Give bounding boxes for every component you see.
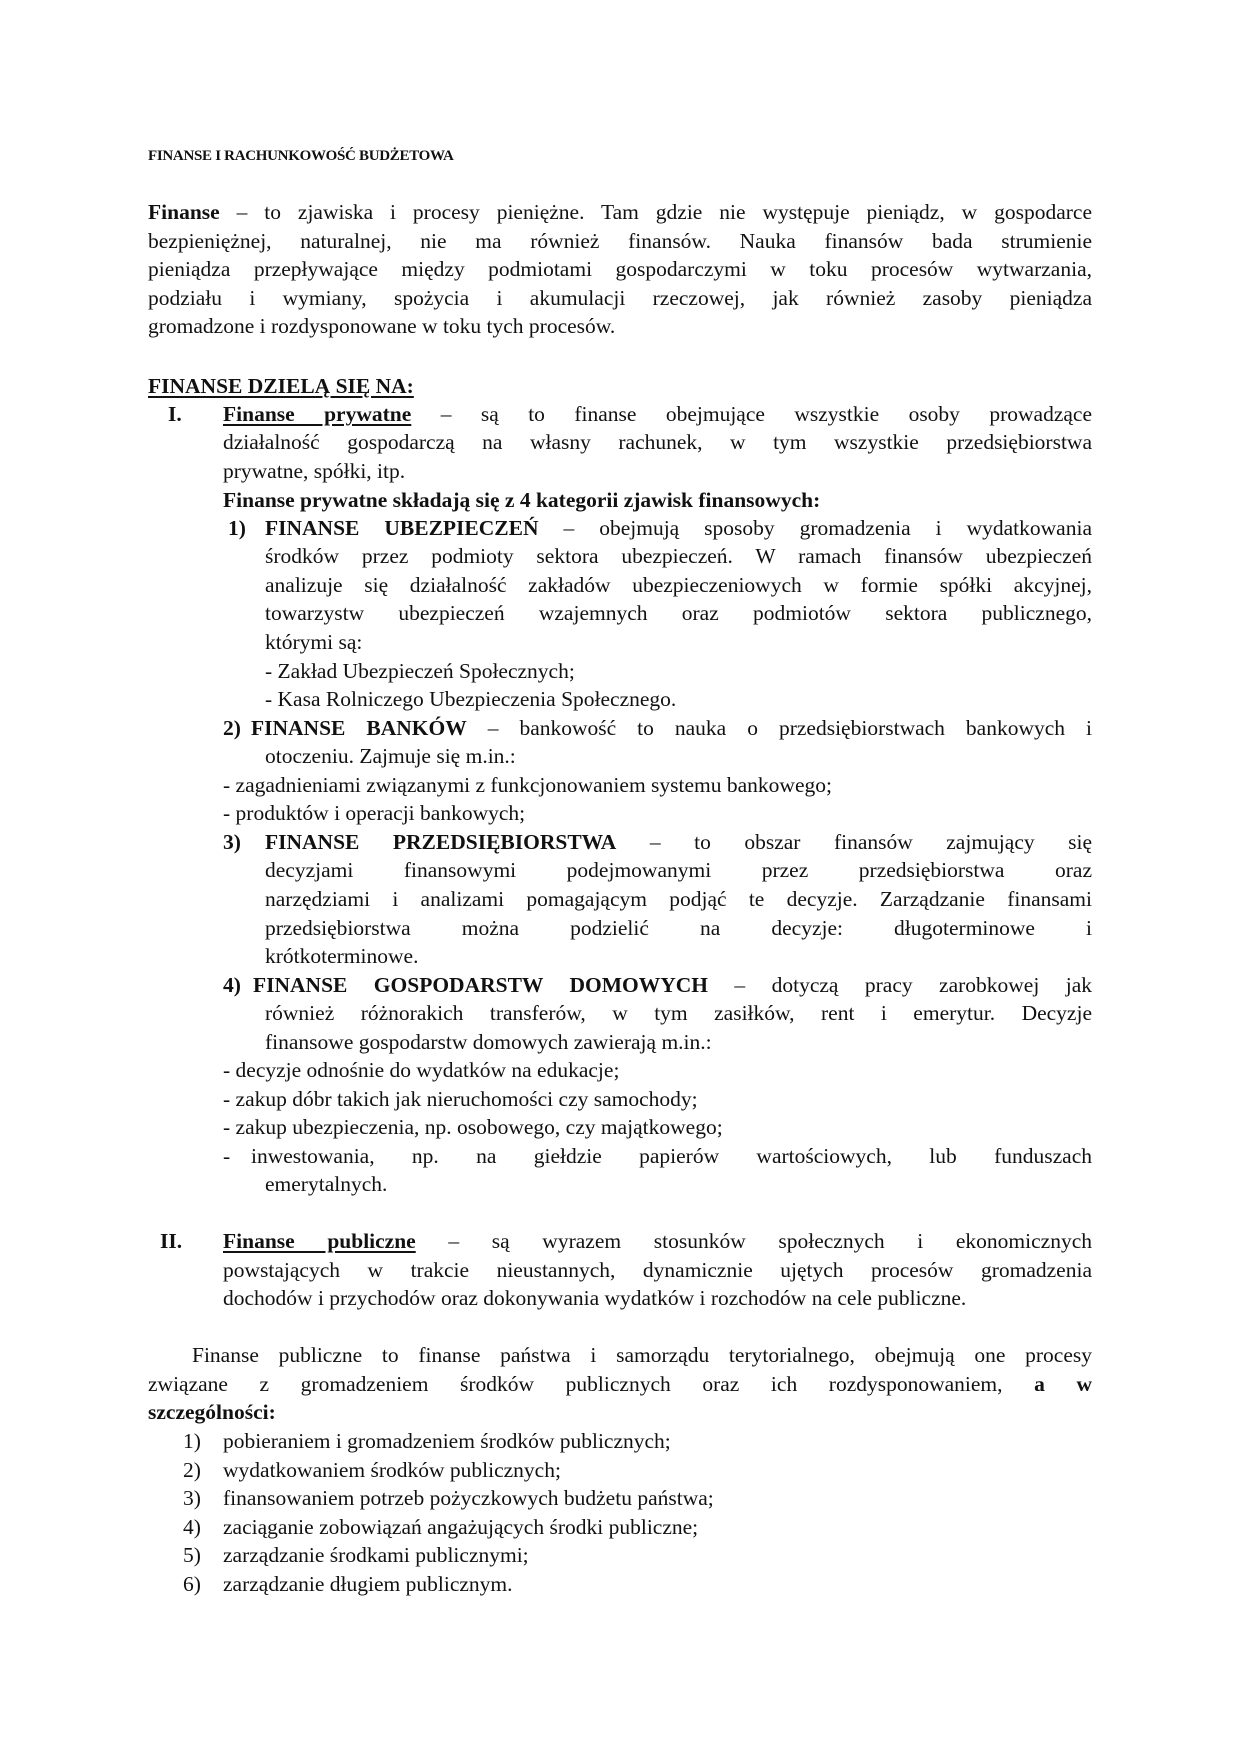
category-enterprise: FINANSE PRZEDSIĘBIORSTWA – to obszar finansów zajmujący się <box>265 830 1092 854</box>
category-households: FINANSE GOSPODARSTW DOMOWYCH – dotyczą pracy zarobkowej jak <box>253 973 1093 997</box>
list-item: 3) finansowaniem potrzeb pożyczkowych budżetu państwa; <box>183 1486 714 1510</box>
section-heading: FINANSE DZIELĄ SIĘ NA: <box>148 374 414 398</box>
document-page: FINANSE I RACHUNKOWOŚĆ BUDŻETOWA Finanse – to zjawiska i procesy pieniężne. Tam gdzie nie występuje pieniądz, w gospodarce bezpieniężnej, naturalnej, nie ma również finansów. Nauka finansów bada strumienie pieniądza przepływające między podmiotami gospodarczymi w toku procesów wytwarzania, podziału i wymiany, spożycia i akumulacji rzeczowej, jak również zasoby pieniądza gromadzone i rozdysponowane w toku tych procesów. FINANSE DZIELĄ SIĘ NA: I. Finanse prywatne – są to finanse obejmujące wszystkie osoby prowadzące działalność gospodarczą na własny rachunek, w tym wszystkie przedsiębiorstwa prywatne, spółki, itp. Finanse prywatne składają się z 4 kategorii zjawisk finansowych: 1) FINANSE UBEZPIECZEŃ – obejmują sposoby gromadzenia i wydatkowania środków przez podmioty sektora ubezpieczeń. W ramach finansów ubezpieczeń analizuje się działalność zakładów ubezpieczeniowych w formie spółki akcyjnej, towarzystw ubezpieczeń wzajemnych oraz podmiotów sektora publicznego, którymi są: - Zakład Ubezpieczeń Społecznych; - Kasa Rolniczego Ubezpieczenia Społecznego. 2) FINANSE BANKÓW – bankowość to nauka o przedsiębiorstwach bankowych i otoczeniu. Zajmuje się m.in.: - zagadnieniami związanymi z funkcjonowaniem systemu bankowego; - produktów i operacji bankowych; 3) FINANSE PRZEDSIĘBIORSTWA – to obszar finansów zajmujący się decyzjami finansowymi podejmowanymi przez przedsiębiorstwa oraz narzędziami i analizami pomagającym podjąć te decyzje. Zarządzanie finansami przedsiębiorstwa można podzielić na decyzje: długoterminowe i krótkoterminowe. 4) FINANSE GOSPODARSTW DOMOWYCH – dotyczą pracy zarobkowej jak również różnorakich transferów, w tym zasiłków, rent i emerytur. Decyzje finansowe gospodarstw domowych zawierają m.in.: - decyzje odnośnie do wydatków na edukacje; - zakup dóbr takich jak nieruchomości czy samochody; - zakup ubezpieczenia, np. osobowego, czy majątkowego; - inwestowania, np. na giełdzie papierów wartościowych, lub funduszach emerytalnych. II. Finanse publiczne – są wyrazem stosunków społecznych i ekonomicznych powstających w trakcie nieustannych, dynamicznie ujętych procesów gromadzenia dochodów i przychodów oraz dokonywania wydatków i rozchodów na cele publiczne. Finanse publiczne to finanse państwa i samorządu terytorialnego, obejmują one procesy związane z gromadzeniem środków publicznych oraz ich rozdysponowaniem, a w szczególności: 1) pobieraniem i gromadzeniem środków publicznych; 2) wydatkowaniem środków publicznych; 3) finansowaniem potrzeb pożyczkowych budżetu państwa; 4) zaciąganie zobowiązań angażujących środki publiczne; 5) zarządzanie środkami publicznymi; 6) zarządzanie długiem publicznym. <box>0 0 1240 1754</box>
category-banks: FINANSE BANKÓW – bankowość to nauka o przedsiębiorstwach bankowych i <box>251 716 1093 740</box>
section-term: Finanse publiczne <box>223 1229 416 1253</box>
list-item: 1) pobieraniem i gromadzeniem środków publicznych; <box>183 1429 671 1453</box>
document-title: FINANSE I RACHUNKOWOŚĆ BUDŻETOWA <box>148 148 454 164</box>
list-item: 2) wydatkowaniem środków publicznych; <box>183 1458 561 1482</box>
list-item: 6) zarządzanie długiem publicznym. <box>183 1572 513 1596</box>
list-item: 5) zarządzanie środkami publicznymi; <box>183 1543 529 1567</box>
section-numeral: II. <box>160 1229 183 1253</box>
section-numeral: I. <box>168 402 182 426</box>
intro-term: Finanse <box>148 200 220 224</box>
list-item: 4) zaciąganie zobowiązań angażujących środki publiczne; <box>183 1515 699 1539</box>
category-insurance: FINANSE UBEZPIECZEŃ – obejmują sposoby gromadzenia i wydatkowania <box>265 516 1092 540</box>
subheading: Finanse prywatne składają się z 4 kategorii zjawisk finansowych: <box>223 488 821 512</box>
section-term: Finanse prywatne <box>223 402 412 426</box>
